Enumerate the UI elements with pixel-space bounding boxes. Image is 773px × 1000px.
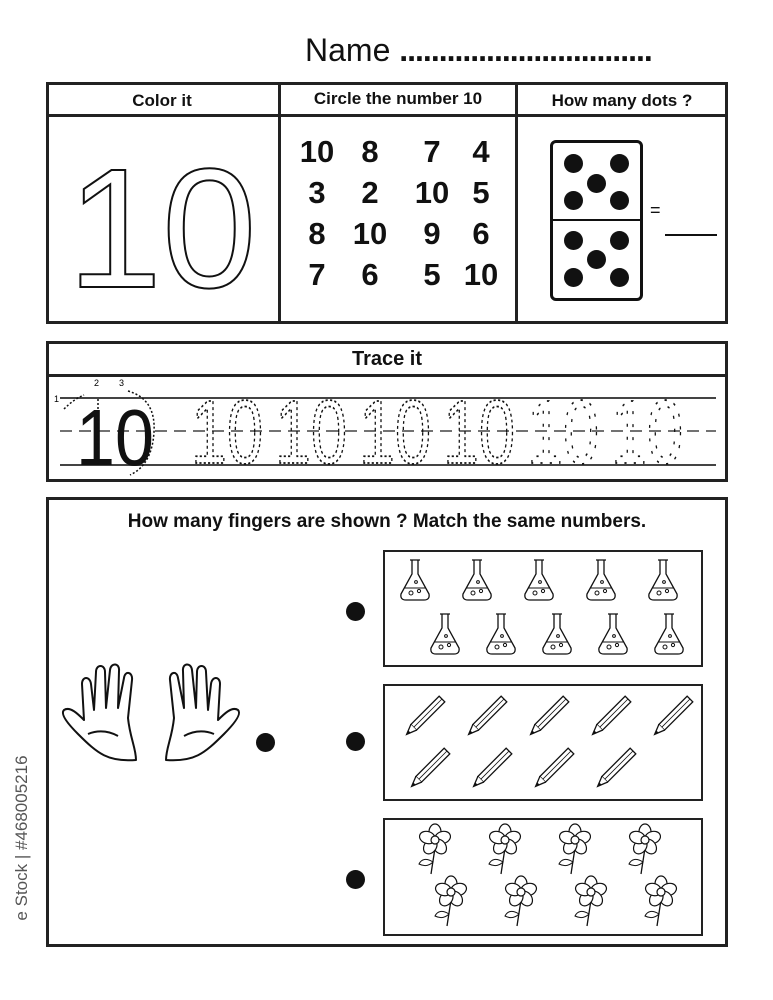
pencil-icon (466, 696, 507, 737)
flower-icon (434, 876, 468, 926)
grid-number[interactable]: 2 (361, 175, 379, 210)
flower-icon (504, 876, 538, 926)
right-hand-icon (166, 664, 239, 760)
domino-divider (553, 219, 640, 221)
grid-number[interactable]: 10 (299, 134, 335, 169)
flask-icon (543, 614, 571, 654)
domino-dot (564, 191, 583, 210)
pencil-icon (652, 696, 693, 737)
domino-dot (587, 250, 606, 269)
grid-number[interactable]: 6 (472, 216, 490, 251)
trace-number-10[interactable]: 10 (611, 383, 683, 479)
grid-number[interactable]: 10 (463, 257, 499, 292)
column-divider (278, 82, 281, 324)
name-field[interactable] (305, 32, 652, 69)
domino-dot (587, 174, 606, 193)
domino (550, 140, 643, 301)
trace-number-10[interactable]: 10 (275, 383, 347, 479)
grid-number[interactable]: 7 (308, 257, 326, 292)
trace-it-title: Trace it (351, 348, 423, 370)
pencil-icon (533, 748, 574, 789)
color-it-title: Color it (132, 91, 192, 110)
grid-number[interactable]: 5 (423, 257, 441, 292)
flowers-picture-box[interactable] (383, 818, 703, 936)
flower-icon (418, 824, 452, 874)
circle-number-title: Circle the number 10 (313, 89, 483, 108)
equals-sign: = (650, 200, 661, 220)
stroke-number: 3 (119, 378, 125, 388)
flower-icon (558, 824, 592, 874)
flask-icon (599, 614, 627, 654)
pencil-icon (590, 696, 631, 737)
domino-dot (564, 268, 583, 287)
stroke-number: 2 (94, 378, 100, 388)
grid-number[interactable]: 6 (361, 257, 379, 292)
domino-dot (610, 268, 629, 287)
trace-area[interactable] (46, 377, 728, 479)
domino-dot (564, 154, 583, 173)
name-label: Name (305, 32, 391, 68)
trace-number-10[interactable]: 10 (443, 383, 515, 479)
pencil-icon (595, 748, 636, 789)
domino-dot (610, 231, 629, 250)
flask-icon (587, 560, 615, 600)
flask-icon (463, 560, 491, 600)
grid-number[interactable]: 7 (423, 134, 441, 169)
column-divider (515, 82, 518, 324)
grid-number[interactable]: 10 (414, 175, 450, 210)
pencil-icon (471, 748, 512, 789)
header-divider (46, 114, 728, 117)
grid-number[interactable]: 9 (423, 216, 441, 251)
flower-icon (574, 876, 608, 926)
model-number-10: 10 (76, 393, 154, 479)
grid-number[interactable]: 10 (352, 216, 388, 251)
two-hands-image (58, 662, 244, 766)
match-dot-flasks[interactable] (346, 602, 365, 621)
grid-number[interactable]: 3 (308, 175, 326, 210)
fingers-question: How many fingers are shown ? Match the same numbers. (127, 511, 647, 532)
trace-number-10[interactable]: 10 (191, 383, 263, 479)
flask-icon (401, 560, 429, 600)
flask-icon (655, 614, 683, 654)
stroke-number: 1 (54, 394, 60, 404)
flasks-picture-box[interactable] (383, 550, 703, 667)
domino-dot (564, 231, 583, 250)
pencil-icon (409, 748, 450, 789)
domino-dot (610, 191, 629, 210)
match-dot-pencils[interactable] (346, 732, 365, 751)
flask-icon (431, 614, 459, 654)
name-blank: ................................ (399, 32, 652, 68)
flask-icon (649, 560, 677, 600)
outline-number-10[interactable] (50, 122, 275, 320)
domino-dot (610, 154, 629, 173)
flask-icon (487, 614, 515, 654)
grid-number[interactable]: 5 (472, 175, 490, 210)
flask-icon (525, 560, 553, 600)
pencils-picture-box[interactable] (383, 684, 703, 801)
trace-number-10[interactable]: 10 (527, 383, 599, 479)
flower-icon (488, 824, 522, 874)
flower-icon (644, 876, 678, 926)
stock-watermark: e Stock | #468005216 (12, 755, 31, 921)
pencil-icon (404, 696, 445, 737)
match-dot-flowers[interactable] (346, 870, 365, 889)
outline-number-text: 10 (67, 134, 257, 320)
match-dot-hands[interactable] (256, 733, 275, 752)
left-hand-icon (63, 664, 136, 760)
flower-icon (628, 824, 662, 874)
answer-blank[interactable] (665, 234, 717, 236)
trace-number-10[interactable]: 10 (359, 383, 431, 479)
grid-number[interactable]: 4 (472, 134, 490, 169)
pencil-icon (528, 696, 569, 737)
grid-number[interactable]: 8 (361, 134, 379, 169)
how-many-dots-title: How many dots ? (551, 91, 693, 110)
grid-number[interactable]: 8 (308, 216, 326, 251)
